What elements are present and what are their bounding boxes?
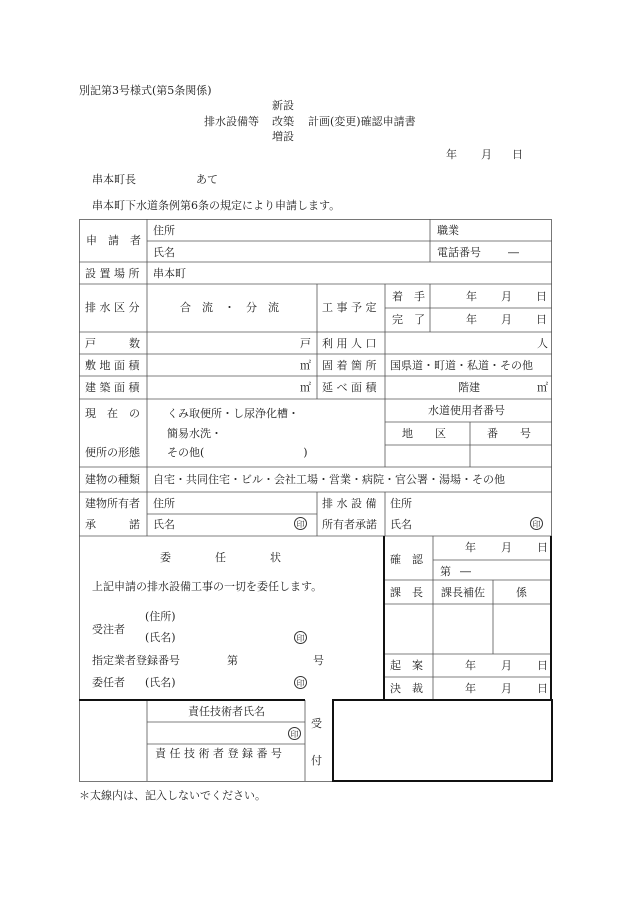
delegator-name: (氏名) <box>145 676 176 689</box>
households-unit: 戸 <box>300 337 311 350</box>
registration-label: 指定業者登録番号 <box>92 654 180 667</box>
statement: 串本町下水道条例第6条の規定により申請します。 <box>92 199 341 212</box>
receipt-label-bottom: 付 <box>311 754 322 767</box>
site-area-label: 敷 地 面 積 <box>85 359 140 372</box>
schedule-finish-month: 月 <box>501 313 512 326</box>
confirm-month: 月 <box>501 541 512 554</box>
engineer-name-label: 責任技術者氏名 <box>188 705 265 718</box>
owner-seal-icon: 印 <box>294 517 307 530</box>
contractor-address: (住所) <box>145 610 176 623</box>
location-type-label: 固 着 箇 所 <box>322 359 377 372</box>
decision-day: 日 <box>537 682 548 695</box>
toilet-label-top: 現 在 の <box>85 407 140 420</box>
registration-go: 号 <box>313 654 324 667</box>
staff-label: 係 <box>516 586 527 599</box>
building-type-value: 自宅・共同住宅・ビル・会社工場・営業・病院・官公署・湯場・その他 <box>153 473 505 486</box>
building-type-label: 建物の種類 <box>85 473 140 486</box>
registration-dai: 第 <box>227 654 238 667</box>
equip-owner-label-bottom: 所有者承諾 <box>322 518 377 531</box>
drainage-value: 合 流 ・ 分 流 <box>180 301 279 314</box>
footnote: ＊太線内は、記入しないでください。 <box>79 789 266 802</box>
title-prefix: 排水設備等 <box>204 115 259 128</box>
building-area-unit: ㎡ <box>300 381 311 394</box>
site-area-unit: ㎡ <box>300 359 311 372</box>
receipt-label-top: 受 <box>311 717 322 730</box>
applicant-name-label: 氏名 <box>153 246 175 259</box>
schedule-start-year: 年 <box>466 290 477 303</box>
location-value: 串本町 <box>153 267 186 280</box>
decision-label: 決 裁 <box>390 682 423 695</box>
toilet-label-bottom: 便所の形態 <box>85 446 140 459</box>
date-year: 年 <box>446 148 457 161</box>
owner-address-label: 住所 <box>153 497 175 510</box>
delegator-label: 委任者 <box>92 676 125 689</box>
decision-year: 年 <box>465 682 476 695</box>
floor-area-label: 延 べ 面 積 <box>322 381 377 394</box>
schedule-finish-year: 年 <box>466 313 477 326</box>
draft-label: 起 案 <box>390 659 423 672</box>
location-label: 設 置 場 所 <box>85 267 140 280</box>
delegation-text: 上記申請の排水設備工事の一切を委任します。 <box>92 580 323 593</box>
drainage-label: 排 水 区 分 <box>85 301 140 314</box>
owner-name-label: 氏名 <box>153 518 175 531</box>
draft-month: 月 <box>501 659 512 672</box>
decision-month: 月 <box>501 682 512 695</box>
confirm-label: 確 認 <box>390 553 423 566</box>
engineer-seal-icon: 印 <box>288 727 301 740</box>
floors-label: 階建 <box>458 381 480 394</box>
contractor-label: 受注者 <box>92 623 125 636</box>
confirm-no-prefix: 第 <box>440 565 451 578</box>
toilet-option-3: その他( ) <box>167 446 308 459</box>
number-label: 番 号 <box>487 427 531 440</box>
applicant-label: 申 請 者 <box>86 234 141 247</box>
schedule-label: 工 事 予 定 <box>322 301 377 314</box>
building-area-label: 建 築 面 積 <box>85 381 140 394</box>
addressee: 串本町長 <box>92 173 136 186</box>
date-month: 月 <box>481 148 492 161</box>
confirm-day: 日 <box>537 541 548 554</box>
water-user-label: 水道使用者番号 <box>428 404 505 417</box>
owner-label-top: 建物所有者 <box>85 497 140 510</box>
equip-owner-label-top: 排 水 設 備 <box>322 497 377 510</box>
date-day: 日 <box>512 148 523 161</box>
contractor-seal-icon: 印 <box>294 631 307 644</box>
population-unit: 人 <box>537 337 548 350</box>
title-suffix: 計画(変更)確認申請書 <box>308 115 416 128</box>
schedule-finish-label: 完 了 <box>392 313 425 326</box>
confirm-year: 年 <box>465 541 476 554</box>
draft-year: 年 <box>465 659 476 672</box>
equip-owner-name-label: 氏名 <box>390 518 412 531</box>
schedule-start-day: 日 <box>536 290 547 303</box>
applicant-occupation-label: 職業 <box>437 224 459 237</box>
households-label: 戸 数 <box>85 337 140 350</box>
population-label: 利 用 人 口 <box>322 337 377 350</box>
title-option-new: 新設 <box>272 99 294 112</box>
owner-label-bottom: 承 諾 <box>85 518 140 531</box>
floor-area-unit: ㎡ <box>537 381 548 394</box>
contractor-name: (氏名) <box>145 631 176 644</box>
title-option-rebuild: 改築 <box>272 115 294 128</box>
toilet-option-2: 簡易水洗・ <box>167 427 222 440</box>
equip-owner-address-label: 住所 <box>390 497 412 510</box>
delegation-title: 委 任 状 <box>160 551 281 564</box>
assistant-label: 課長補佐 <box>441 586 485 599</box>
draft-day: 日 <box>537 659 548 672</box>
equip-owner-seal-icon: 印 <box>530 517 543 530</box>
schedule-start-month: 月 <box>501 290 512 303</box>
engineer-reg-label: 責 任 技 術 者 登 録 番 号 <box>155 747 282 760</box>
schedule-start-label: 着 手 <box>392 290 425 303</box>
addressee-suffix: あて <box>196 173 218 186</box>
chief-label: 課 長 <box>390 586 423 599</box>
applicant-phone-label: 電話番号 <box>437 246 481 259</box>
toilet-option-1: くみ取便所・し尿浄化槽・ <box>167 407 299 420</box>
schedule-finish-day: 日 <box>536 313 547 326</box>
location-type-value: 国県道・町道・私道・その他 <box>390 359 533 372</box>
delegator-seal-icon: 印 <box>294 676 307 689</box>
applicant-phone-separator: ― <box>508 246 519 259</box>
form-number: 別記第3号様式(第5条関係) <box>79 84 212 97</box>
confirm-no-separator: ― <box>460 565 471 578</box>
title-option-extend: 増設 <box>272 130 294 143</box>
applicant-address-label: 住所 <box>153 224 175 237</box>
district-label: 地 区 <box>402 427 446 440</box>
